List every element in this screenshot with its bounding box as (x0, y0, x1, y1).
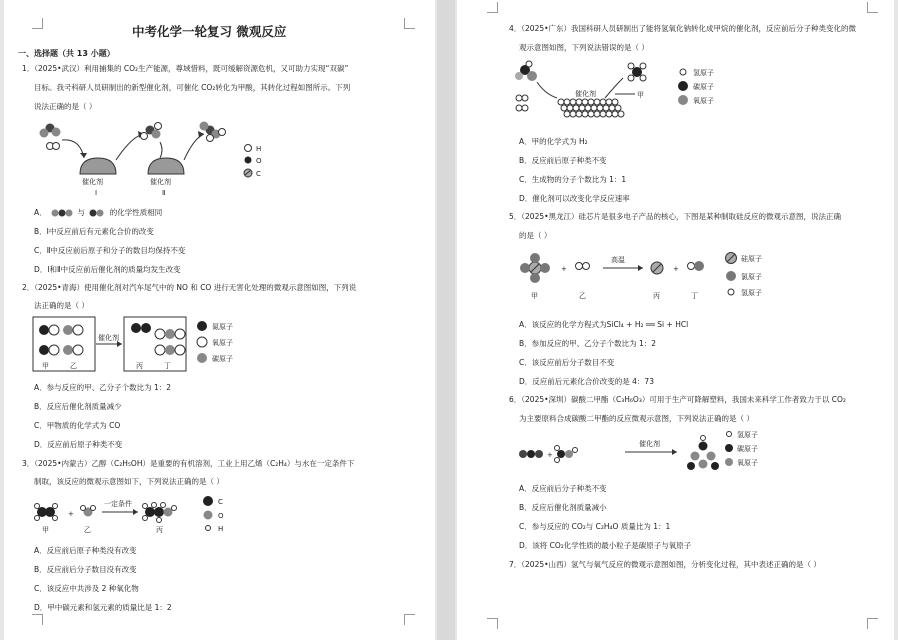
option-d[interactable]: D．该将 CO₂化学性质的最小粒子是碳原子与氧原子 (519, 541, 692, 550)
option-c[interactable]: C．Ⅱ中反应前后原子和分子的数目均保持不变 (34, 246, 186, 255)
q6-figure (515, 428, 775, 480)
question-text: 说法正确的是（ ） (34, 102, 97, 111)
option-d[interactable]: D．反应前后原子种类不变 (34, 440, 123, 449)
svg-text:氢原子: 氢原子 (693, 69, 714, 77)
ethylene-molecule-icon (35, 504, 58, 521)
svg-text:Ⅰ: Ⅰ (95, 189, 98, 197)
svg-text:丁: 丁 (164, 362, 171, 370)
h2-molecule-icon (47, 143, 60, 150)
crop-mark (404, 614, 415, 625)
methane-molecule-icon (628, 63, 646, 81)
svg-text:丙: 丙 (653, 292, 660, 300)
option-a[interactable]: A．参与反应的甲、乙分子个数比为 1：2 (34, 383, 172, 392)
svg-text:催化剂: 催化剂 (150, 178, 171, 186)
option-c[interactable]: C．生成物的分子个数比为 1：1 (519, 175, 627, 184)
arrow-icon (184, 134, 204, 160)
q5-figure (515, 246, 805, 312)
svg-text:H: H (218, 525, 224, 533)
option-a[interactable]: A．反应前后原子种类没有改变 (34, 546, 137, 555)
option-c[interactable]: C．参与反应的 CO₂与 C₂H₄O 质量比为 1：1 (519, 522, 671, 531)
section-heading: 一、选择题（共 13 小题） (18, 49, 115, 58)
option-a[interactable]: A．甲的化学式为 H₂ (519, 137, 588, 146)
option-b[interactable]: B．反应前后分子数目没有改变 (34, 565, 137, 574)
svg-text:乙: 乙 (579, 292, 586, 300)
option-d[interactable]: D．Ⅰ和Ⅱ中反应前后催化剂的质量均发生改变 (34, 265, 181, 274)
sicl4-molecule-icon (520, 253, 550, 283)
h2-molecule-icon (516, 95, 528, 111)
legend (203, 496, 224, 533)
page-gutter (437, 0, 455, 640)
svg-text:O: O (218, 512, 224, 520)
option-d[interactable]: D．催化剂可以改变化学反应速率 (519, 194, 630, 203)
arrow-icon (605, 78, 623, 98)
option-a[interactable]: A． 与 的化学性质相同 (34, 208, 163, 217)
crop-mark (32, 18, 43, 29)
co-molecule-icon (87, 208, 107, 218)
co2-molecule-icon (515, 61, 537, 81)
legend (725, 430, 758, 467)
q2-figure (32, 314, 272, 376)
option-b[interactable]: B．反应后催化剂质量减少 (34, 402, 122, 411)
question-text: 制取，该反应的微观示意图如下，下列说法正确的是（ ） (34, 477, 224, 486)
co2-molecule-icon (40, 124, 61, 138)
svg-text:高温: 高温 (611, 256, 625, 264)
svg-text:+: + (68, 510, 74, 518)
svg-text:催化剂: 催化剂 (98, 334, 119, 342)
svg-text:氧原子: 氧原子 (693, 97, 714, 105)
catalyst-1-icon (80, 158, 116, 174)
reactant-molecules-icon (39, 325, 83, 355)
legend (726, 253, 763, 298)
question-text: 1．（2025•武汉）利用捕集的 CO₂生产能源，尊域惜料，既可缓解资源危机，又可助力实现“双碳” (22, 64, 349, 73)
svg-text:丙: 丙 (156, 526, 163, 534)
option-c[interactable]: C．该反应中共涉及 2 种氧化物 (34, 584, 139, 593)
svg-text:H: H (256, 145, 262, 153)
methanol-molecule-icon (555, 446, 578, 463)
q4-figure (515, 58, 755, 126)
product-molecules-icon (131, 323, 185, 355)
svg-text:甲: 甲 (42, 362, 49, 370)
right-page (457, 0, 894, 640)
question-text: 7．（2025•山西）氢气与氧气反应的微观示意图如图，分析变化过程，其中表述正确的是（ ） (509, 560, 821, 569)
catalyst-2-icon (148, 158, 184, 174)
h2-molecule-icon (576, 263, 590, 270)
svg-text:+: + (547, 451, 553, 459)
legend (678, 68, 714, 105)
option-a[interactable]: A．该反应的化学方程式为SiCl₄ + H₂ ══ Si + HCl (519, 320, 689, 329)
svg-text:碳原子: 碳原子 (212, 355, 233, 363)
option-b[interactable]: B．Ⅰ中反应前后有元素化合价的改变 (34, 227, 154, 236)
intermediate-molecule-icon (141, 123, 162, 140)
svg-text:氢原子: 氢原子 (737, 431, 758, 439)
catalyst-surface-icon (558, 99, 624, 117)
page-title: 中考化学一轮复习 微观反应 (132, 24, 287, 39)
arrow-icon (160, 142, 162, 158)
crop-mark (867, 618, 878, 629)
question-text: 2．（2025•青海）使用催化剂对汽车尾气中的 NO 和 CO 进行无害化处理的微观示意图如图，下列说 (22, 283, 357, 292)
svg-text:氧原子: 氧原子 (737, 459, 758, 467)
svg-text:O: O (256, 157, 262, 165)
option-c[interactable]: C．甲物质的化学式为 CO (34, 421, 121, 430)
question-text: 目标。我국科研人员研制出的新型催化剂，可催化 CO₂转化为甲酸，其转化过程如图所示。下列 (34, 83, 351, 92)
svg-text:催化剂: 催化剂 (575, 90, 596, 98)
svg-text:氧原子: 氧原子 (212, 339, 233, 347)
ethanol-molecule-icon (143, 503, 177, 523)
svg-text:甲: 甲 (531, 292, 538, 300)
svg-text:氢原子: 氢原子 (741, 289, 762, 297)
svg-text:氮原子: 氮原子 (212, 323, 233, 331)
svg-text:+: + (561, 265, 567, 273)
hcl-molecule-icon (688, 261, 705, 271)
svg-text:+: + (673, 265, 679, 273)
svg-text:C: C (218, 498, 223, 506)
legend (197, 321, 233, 363)
crop-mark (867, 2, 878, 13)
arrow-icon (537, 82, 557, 98)
svg-text:乙: 乙 (84, 526, 91, 534)
question-text: 4．（2025•广东）我国科研人员研制出了能将氢氧化钠转化成甲烷的催化剂，反应前后分子种类变化的微 (509, 24, 857, 33)
option-c[interactable]: C．该反应前后分子数目不变 (519, 358, 615, 367)
q3-figure (32, 492, 252, 540)
option-d[interactable]: D．甲中碳元素和氢元素的质量比是 1：2 (34, 603, 172, 612)
svg-text:C: C (256, 170, 261, 178)
option-b[interactable]: B．反应前后原子种类不变 (519, 156, 607, 165)
option-d[interactable]: D．反应前后元素化合价改变的是 4：73 (519, 377, 654, 386)
svg-text:丙: 丙 (136, 362, 143, 370)
question-text: 法正确的是（ ） (34, 301, 89, 310)
option-b[interactable]: B．参加反应的甲、乙分子个数比为 1：2 (519, 339, 657, 348)
question-text: 为主要原料合成碳酸二甲酯的反应微观示意图，下列说法正确的是（ ） (519, 414, 754, 423)
svg-text:丁: 丁 (691, 292, 698, 300)
svg-text:甲: 甲 (637, 91, 644, 99)
svg-text:碳原子: 碳原子 (737, 445, 758, 453)
question-text: 5．（2025•黑龙江）硅芯片是很多电子产品的核心，下图是某种制取硅反应的微观示意图，说法正确 (509, 212, 842, 221)
water-molecule-icon (81, 506, 96, 517)
question-text: 6．（2025•深圳）碳酸二甲酯（C₃H₆O₃）可用于生产可降解塑料，我国未来科学工作者致力于以 CO₂ (509, 395, 846, 404)
left-page (4, 0, 435, 640)
crop-mark (32, 614, 43, 625)
crop-mark (404, 18, 415, 29)
co2-molecule-icon (49, 208, 75, 218)
question-text: 3．（2025•内蒙古）乙醇（C₂H₅OH）是重要的有机溶剂，工业上用乙烯（C₂H₄）与水在一定条件下 (22, 459, 355, 468)
crop-mark (487, 2, 498, 13)
question-text: 的是（ ） (519, 231, 552, 240)
option-b[interactable]: B．反应后催化剂质量减小 (519, 503, 607, 512)
option-a[interactable]: A．反应前后分子种类不变 (519, 484, 607, 493)
svg-text:一定条件: 一定条件 (104, 500, 132, 508)
svg-text:催化剂: 催化剂 (82, 178, 103, 186)
question-text: 观示意图如图，下列说法错误的是（ ） (519, 43, 649, 52)
arrow-icon (116, 134, 144, 160)
formic-acid-molecule-icon (200, 122, 226, 142)
co2-molecule-icon (519, 450, 543, 458)
legend (244, 145, 262, 179)
arrow-icon (62, 140, 84, 158)
svg-text:碳原子: 碳原子 (693, 83, 714, 91)
si-atom-icon (651, 262, 663, 274)
svg-text:氯原子: 氯原子 (741, 273, 762, 281)
crop-mark (487, 618, 498, 629)
q1-figure (32, 118, 282, 198)
svg-text:催化剂: 催化剂 (639, 440, 660, 448)
dimethyl-carbonate-molecule-icon (687, 436, 719, 471)
svg-text:乙: 乙 (70, 362, 77, 370)
svg-text:甲: 甲 (42, 526, 49, 534)
svg-text:Ⅱ: Ⅱ (162, 189, 166, 197)
svg-text:硅原子: 硅原子 (741, 255, 762, 263)
